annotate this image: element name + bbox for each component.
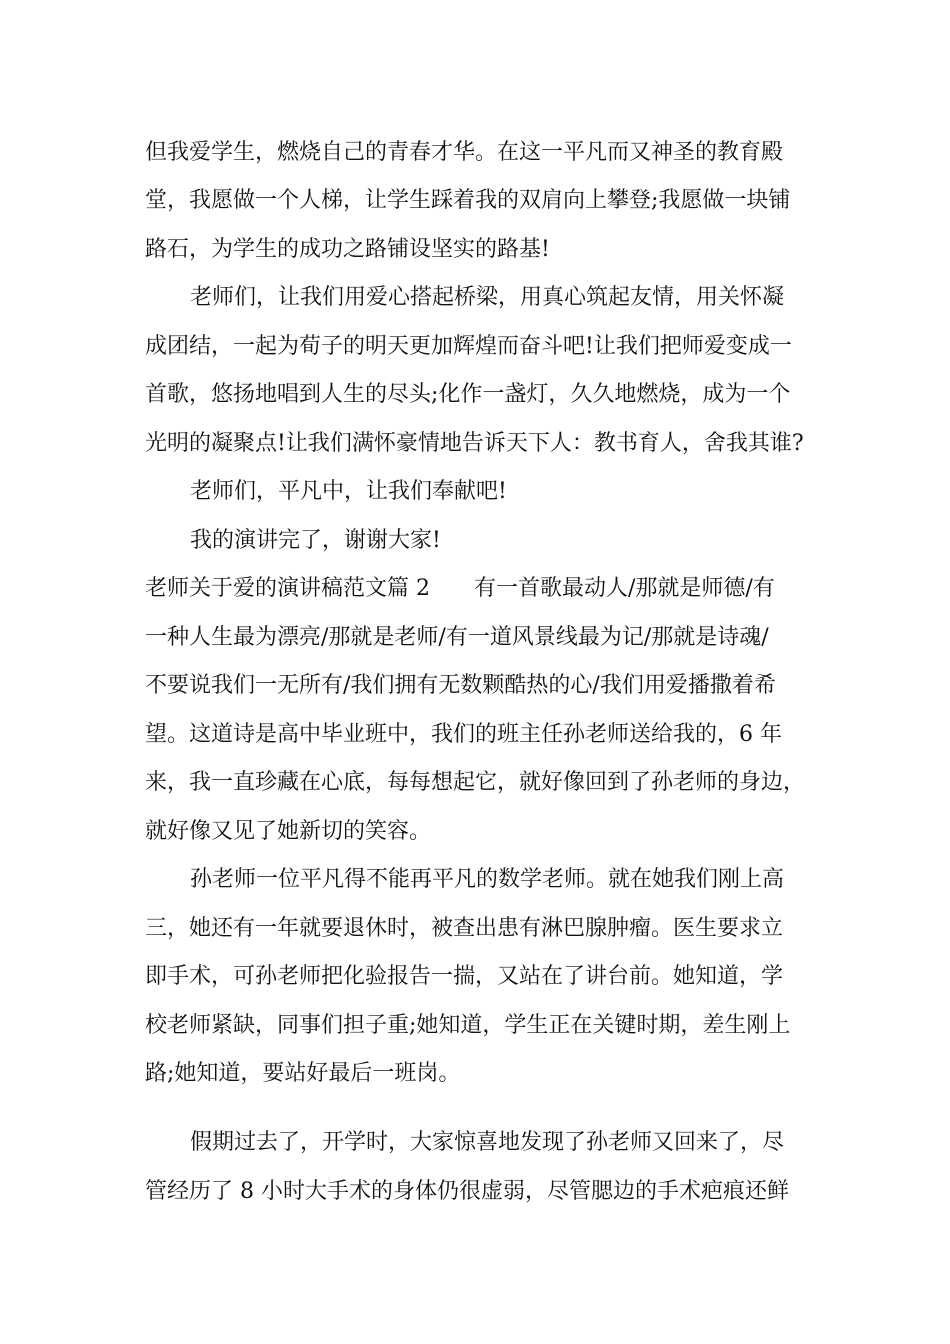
text-line: 管经历了 8 小时大手术的身体仍很虚弱，尽管腮边的手术疤痕还鲜	[145, 1179, 789, 1204]
section-heading-line: 老师关于爱的演讲稿范文篇 2 有一首歌最动人/那就是师德/有	[145, 576, 775, 601]
text-line: 路;她知道，要站好最后一班岗。	[145, 1061, 461, 1086]
text-line: 堂，我愿做一个人梯，让学生踩着我的双肩向上攀登;我愿做一块铺	[145, 188, 791, 213]
text-line: 成团结，一起为荀子的明天更加辉煌而奋斗吧!让我们把师爱变成一	[145, 334, 792, 359]
paragraph-first-line: 我的演讲完了，谢谢大家!	[190, 528, 441, 553]
text-line: 望。这道诗是高中毕业班中，我们的班主任孙老师送给我的，6 年	[145, 722, 782, 747]
paragraph-first-line: 老师们，平凡中，让我们奉献吧!	[190, 479, 507, 504]
text-line: 路石，为学生的成功之路铺设坚实的路基!	[145, 237, 550, 262]
paragraph-first-line: 老师们，让我们用爱心搭起桥梁，用真心筑起友情，用关怀凝	[190, 285, 785, 310]
text-line: 来，我一直珍藏在心底，每每想起它，就好像回到了孙老师的身边，	[145, 770, 806, 795]
text-line: 三，她还有一年就要退休时，被查出患有淋巴腺肿瘤。医生要求立	[145, 916, 784, 941]
text-line: 即手术，可孙老师把化验报告一揣，又站在了讲台前。她知道，学	[145, 964, 784, 989]
paragraph-first-line: 假期过去了，开学时，大家惊喜地发现了孙老师又回来了，尽	[190, 1130, 785, 1155]
text-line: 光明的凝聚点!让我们满怀豪情地告诉天下人：教书育人，舍我其谁?	[145, 431, 804, 456]
text-line: 不要说我们一无所有/我们拥有无数颗酷热的心/我们用爱播撒着希	[145, 673, 776, 698]
text-line: 首歌，悠扬地唱到人生的尽头;化作一盏灯，久久地燃烧，成为一个	[145, 382, 791, 407]
text-line: 但我爱学生，燃烧自己的青春才华。在这一平凡而又神圣的教育殿	[145, 140, 784, 165]
text-line: 校老师紧缺，同事们担子重;她知道，学生正在关键时期，差生刚上	[145, 1013, 791, 1038]
paragraph-first-line: 孙老师一位平凡得不能再平凡的数学老师。就在她我们刚上高	[190, 867, 785, 892]
text-line: 一种人生最为漂亮/那就是老师/有一道风景线最为记/那就是诗魂/	[145, 625, 769, 650]
text-line: 就好像又见了她新切的笑容。	[145, 819, 432, 844]
